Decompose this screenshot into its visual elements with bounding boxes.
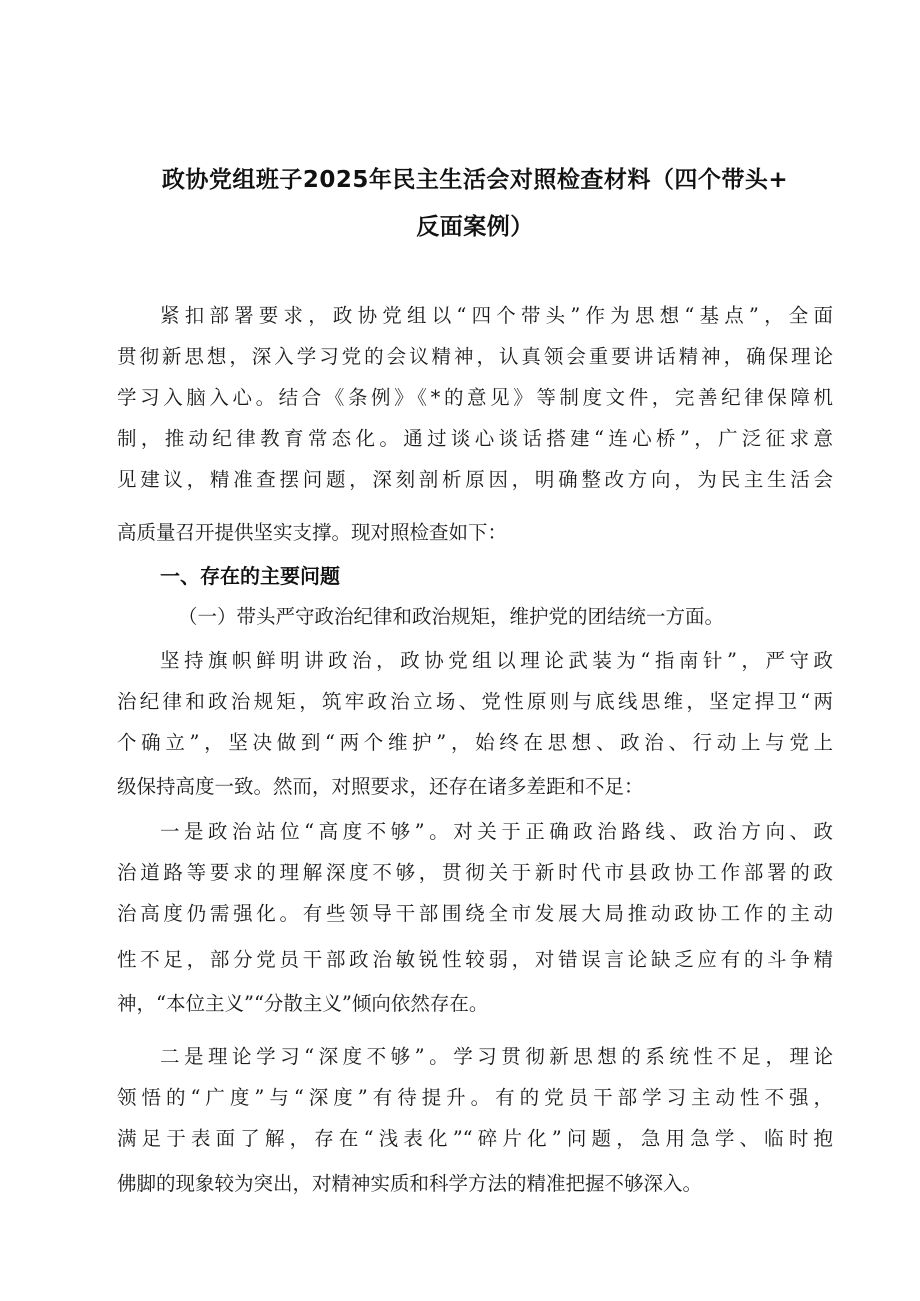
body-line: 级保持高度一致。然而，对照要求，还存在诸多差距和不足： [117, 775, 644, 798]
body-line: 二是理论学习“深度不够”。学习贯彻新思想的系统性不足，理论 [160, 1045, 833, 1068]
body-line: 一是政治站位“高度不够”。对关于正确政治路线、政治方向、政 [160, 820, 833, 843]
body-line: 个确立”，坚决做到“两个维护”，始终在思想、政治、行动上与党上 [117, 731, 833, 754]
subsection-heading: （一）带头严守政治纪律和政治规矩，维护党的团结统一方面。 [178, 605, 725, 628]
intro-line: 见建议，精准查摆问题，深刻剖析原因，明确整改方向，为民主生活会 [117, 468, 833, 491]
section-heading: 一、存在的主要问题 [160, 564, 340, 588]
intro-line: 制，推动纪律教育常态化。通过谈心谈话搭建“连心桥”，广泛征求意 [117, 427, 833, 450]
body-line: 性不足，部分党员干部政治敏锐性较弱，对错误言论缺乏应有的斗争精 [117, 948, 833, 971]
body-line: 满足于表面了解，存在“浅表化”“碎片化”问题，急用急学、临时抱 [117, 1127, 833, 1150]
body-line: 佛脚的现象较为突出，对精神实质和科学方法的精准把握不够深入。 [117, 1172, 703, 1195]
body-line: 神，“本位主义”“分散主义”倾向依然存在。 [117, 992, 489, 1015]
body-line: 治高度仍需强化。有些领导干部围绕全市发展大局推动政协工作的主动 [117, 902, 833, 925]
body-line: 领悟的“广度”与“深度”有待提升。有的党员干部学习主动性不强， [117, 1086, 833, 1109]
document-title-line-1: 政协党组班子2025年民主生活会对照检查材料（四个带头+ [161, 167, 789, 193]
intro-line: 高质量召开提供坚实支撑。现对照检查如下： [117, 521, 508, 544]
intro-line: 紧扣部署要求，政协党组以“四个带头”作为思想“基点”，全面 [160, 304, 833, 327]
document-title-line-2: 反面案例） [416, 214, 534, 240]
body-line: 坚持旗帜鲜明讲政治，政协党组以理论武装为“指南针”，严守政 [160, 649, 833, 672]
body-line: 治纪律和政治规矩，筑牢政治立场、党性原则与底线思维，坚定捍卫“两 [117, 690, 833, 713]
body-line: 治道路等要求的理解深度不够，贯彻关于新时代市县政协工作部署的政 [117, 861, 833, 884]
intro-line: 贯彻新思想，深入学习党的会议精神，认真领会重要讲话精神，确保理论 [117, 345, 833, 368]
intro-line: 学习入脑入心。结合《条例》《*的意见》等制度文件，完善纪律保障机 [117, 386, 833, 409]
